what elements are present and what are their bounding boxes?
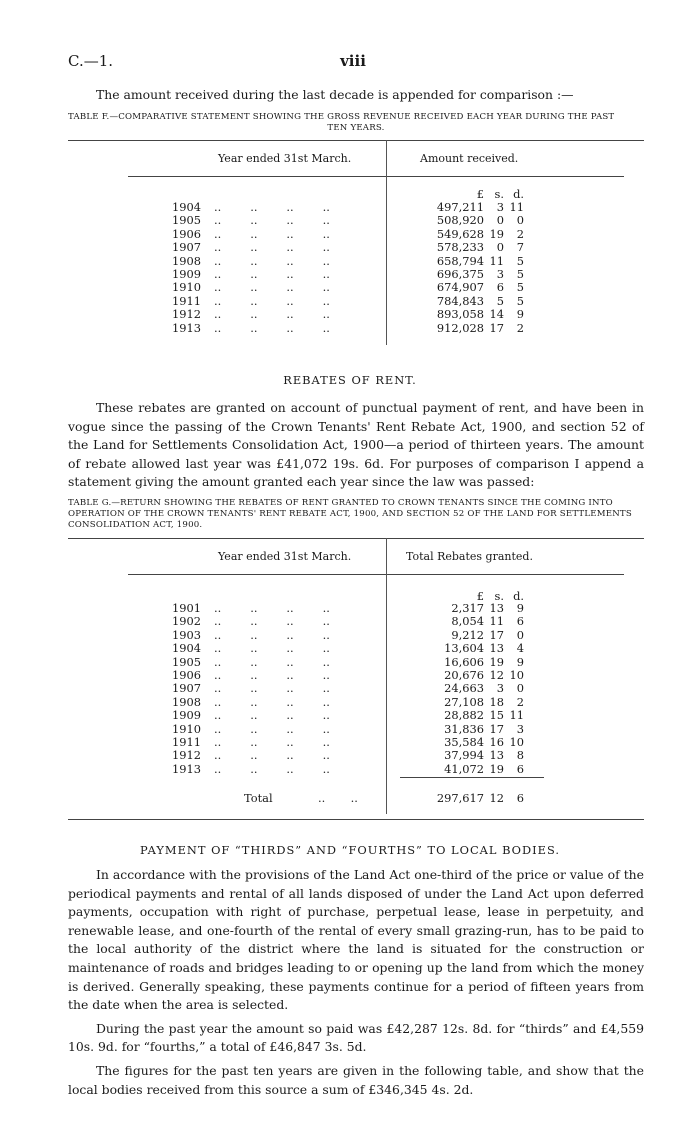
shillings-cell: 18 <box>489 694 504 709</box>
year-cell: 1912 <box>172 307 201 322</box>
pence-cell: 6 <box>516 761 524 776</box>
pounds-cell: 9,212 <box>451 627 484 642</box>
leader-dots: .. .. .. .. <box>214 307 330 322</box>
year-cell: 1906 <box>172 226 201 241</box>
shillings-cell: 6 <box>496 280 504 295</box>
year-cell: 1911 <box>172 735 201 749</box>
table_g-row <box>68 748 644 761</box>
leader-dots: .. .. .. .. <box>214 708 330 723</box>
year-cell: 1905 <box>172 213 201 228</box>
year-cell: 1910 <box>172 280 201 295</box>
pence-cell: 11 <box>509 200 524 214</box>
pence-cell: 9 <box>516 654 524 669</box>
shillings-cell: 15 <box>489 708 504 723</box>
leader-dots: .. .. .. .. <box>214 240 330 255</box>
rebates-section-title: REBATES OF RENT. <box>283 373 417 387</box>
table_g-row <box>68 628 644 641</box>
shillings-cell: 14 <box>489 307 504 322</box>
table_g-row <box>68 722 644 735</box>
table_g-row <box>68 614 644 627</box>
shillings-cell: 12 <box>489 668 504 682</box>
table-g <box>68 538 644 820</box>
table-g-total-row <box>68 791 644 804</box>
year-cell: 1902 <box>172 614 201 629</box>
report-reference: C.—1. <box>68 52 114 70</box>
thirds-section-title: PAYMENT OF “THIRDS” AND “FOURTHS” TO LOCAL BODIES. <box>140 843 560 857</box>
pounds-cell: 13,604 <box>444 641 484 656</box>
pounds-cell: 27,108 <box>444 694 484 709</box>
table-g-units-row <box>68 589 644 602</box>
table-g-caption-text: TABLE G.—RETURN SHOWING THE REBATES OF RENT GRANTED TO CROWN TENANTS SINCE THE COMING INTO OPERATION OF THE CROWN TENANTS' RENT REBATE ACT, 1900, AND SECTION 52 OF THE LAND FOR SETTLEMENTS CONSOLIDATION ACT, 1900. <box>68 498 632 530</box>
table_f-row <box>68 294 644 307</box>
shillings-cell: 0 <box>496 240 504 255</box>
pence-cell: 2 <box>516 694 524 709</box>
table_f-row <box>68 321 644 334</box>
table_f-row <box>68 213 644 226</box>
shillings-cell: 13 <box>489 748 504 763</box>
table_g-row <box>68 641 644 654</box>
thirds-paragraphs <box>68 866 644 1099</box>
leader-dots: .. .. .. .. <box>214 681 330 696</box>
pounds-cell: 893,058 <box>436 307 484 322</box>
shillings-cell: 3 <box>496 267 504 281</box>
leader-dots: .. .. .. .. <box>214 226 330 241</box>
year-cell: 1908 <box>172 694 201 709</box>
pounds-cell: 658,794 <box>436 253 484 268</box>
year-cell: 1909 <box>172 708 201 723</box>
leader-dots: .. .. .. .. <box>214 293 330 308</box>
shillings-cell: 5 <box>496 293 504 308</box>
leader-dots: .. .. .. .. <box>214 641 330 656</box>
pence-cell: 10 <box>509 735 524 749</box>
pounds-cell: 549,628 <box>436 226 484 241</box>
table-g-header-rule <box>128 574 624 575</box>
shillings-cell: 13 <box>489 641 504 656</box>
shillings-cell: 0 <box>496 213 504 228</box>
shillings-cell: 3 <box>496 200 504 214</box>
page-header <box>68 52 638 74</box>
pence-cell: 3 <box>516 721 524 736</box>
pence-cell: 4 <box>516 641 524 656</box>
total-pence: 6 <box>516 791 524 805</box>
shillings-cell: 16 <box>489 735 504 749</box>
year-cell: 1907 <box>172 240 201 255</box>
intro-sentence: The amount received during the last decade is appended for comparison :— <box>96 87 574 102</box>
table_f-row <box>68 280 644 293</box>
year-cell: 1903 <box>172 627 201 642</box>
pence-cell: 5 <box>516 253 524 268</box>
table_g-row <box>68 668 644 681</box>
table-g-amount-header: Total Rebates granted. <box>406 550 533 563</box>
thirds-paragraph-1: In accordance with the provisions of the Land Act one-third of the price or value of the periodical payments and rental of all lands disposed of under the Land Act upon deferred payments, occupation with right of purchase, perpetual lease, lease in perpetuity, and renewable lease, and one-fourth of the rental of every small grazing-run, has to be paid to the local authority of the district where the land is situated for the construction or maintenance of roads and bridges leading to or opening up the land from which the money is derived. Generally speaking, these payments continue for a period of fifteen years from the date when the area is selected. <box>68 867 644 1013</box>
year-cell: 1911 <box>172 293 201 308</box>
pounds-cell: 41,072 <box>444 761 484 776</box>
pence-cell: 0 <box>516 681 524 696</box>
shillings-unit: s. <box>494 187 504 201</box>
shillings-cell: 11 <box>489 253 504 268</box>
table_g-row <box>68 695 644 708</box>
rebates-paragraph-text: These rebates are granted on account of punctual payment of rent, and have been in vogue since the passing of the Crown Tenants' Rent Rebate Act, 1900, and section 52 of the Land for Settlements Consolidation Act, 1900—a period of thirteen years. The amount of rebate allowed last year was £41,072 19s. 6d. For purposes of comparison I append a statement giving the amount granted each year since the law was passed: <box>68 400 644 490</box>
pounds-cell: 578,233 <box>436 240 484 255</box>
year-cell: 1901 <box>172 601 201 615</box>
table_g-row <box>68 735 644 748</box>
pence-unit: d. <box>513 589 524 603</box>
shillings-cell: 3 <box>496 681 504 696</box>
pounds-cell: 784,843 <box>436 293 484 308</box>
leader-dots: .. .. <box>318 791 358 805</box>
table-f-top-rule <box>68 140 644 141</box>
year-cell: 1907 <box>172 681 201 696</box>
pounds-cell: 8,054 <box>451 614 484 629</box>
leader-dots: .. .. .. .. <box>214 280 330 295</box>
year-cell: 1909 <box>172 267 201 281</box>
pounds-cell: 696,375 <box>436 267 484 281</box>
pence-cell: 10 <box>509 668 524 682</box>
table_f-row <box>68 267 644 280</box>
table_g-row <box>68 681 644 694</box>
table-g-top-rule <box>68 538 644 539</box>
table-f-caption-line1: TABLE F.—COMPARATIVE STATEMENT SHOWING THE GROSS REVENUE RECEIVED EACH YEAR DURING THE PAST <box>68 112 615 122</box>
pounds-cell: 16,606 <box>444 654 484 669</box>
pence-cell: 0 <box>516 213 524 228</box>
pounds-cell: 35,584 <box>444 735 484 749</box>
pounds-cell: 37,994 <box>444 748 484 763</box>
table-g-year-header: Year ended 31st March. <box>218 550 352 563</box>
table-f-caption-line2: TEN YEARS. <box>327 123 385 133</box>
pounds-cell: 31,836 <box>444 721 484 736</box>
pounds-cell: 2,317 <box>451 601 484 615</box>
pounds-cell: 674,907 <box>436 280 484 295</box>
year-cell: 1904 <box>172 641 201 656</box>
leader-dots: .. .. .. .. <box>214 267 330 281</box>
shillings-cell: 19 <box>489 761 504 776</box>
year-cell: 1912 <box>172 748 201 763</box>
pence-cell: 5 <box>516 280 524 295</box>
shillings-cell: 17 <box>489 721 504 736</box>
shillings-cell: 19 <box>489 654 504 669</box>
total-pounds: 297,617 <box>436 791 484 805</box>
leader-dots: .. .. .. .. <box>214 694 330 709</box>
pence-unit: d. <box>513 187 524 201</box>
pence-cell: 9 <box>516 601 524 615</box>
table_g-row <box>68 655 644 668</box>
leader-dots: .. .. .. .. <box>214 200 330 214</box>
pounds-cell: 24,663 <box>444 681 484 696</box>
pence-cell: 7 <box>516 240 524 255</box>
rebates-paragraph <box>68 399 644 492</box>
table-f-units-row <box>68 187 644 200</box>
year-cell: 1910 <box>172 721 201 736</box>
thirds-paragraph-2: During the past year the amount so paid was £42,287 12s. 8d. for “thirds” and £4,559 10s. 9d. for “fourths,” a total of £46,847 3s. 5d. <box>68 1020 644 1055</box>
table-f-caption <box>68 112 644 134</box>
pence-cell: 8 <box>516 748 524 763</box>
table_g-row <box>68 708 644 721</box>
leader-dots: .. .. .. .. <box>214 213 330 228</box>
shillings-cell: 17 <box>489 627 504 642</box>
leader-dots: .. .. .. .. <box>214 601 330 615</box>
total-shillings: 12 <box>489 791 504 805</box>
table_f-row <box>68 227 644 240</box>
table_g-row <box>68 762 644 775</box>
table-f-header-rule <box>128 176 624 177</box>
year-cell: 1908 <box>172 253 201 268</box>
leader-dots: .. .. .. .. <box>214 721 330 736</box>
shillings-unit: s. <box>494 589 504 603</box>
table-g-total-rule <box>400 777 544 778</box>
table_f-row <box>68 307 644 320</box>
table-g-bottom-rule <box>68 819 644 820</box>
leader-dots: .. .. .. .. <box>214 761 330 776</box>
table-f-year-header: Year ended 31st March. <box>218 152 352 165</box>
pounds-unit: £ <box>476 589 484 603</box>
pounds-cell: 497,211 <box>436 200 484 214</box>
leader-dots: .. .. .. .. <box>214 320 330 335</box>
leader-dots: .. .. .. .. <box>214 748 330 763</box>
pence-cell: 9 <box>516 307 524 322</box>
table_g-row <box>68 601 644 614</box>
shillings-cell: 11 <box>489 614 504 629</box>
leader-dots: .. .. .. .. <box>214 253 330 268</box>
table-g-caption <box>68 498 644 531</box>
leader-dots: .. .. .. .. <box>214 735 330 749</box>
pounds-cell: 508,920 <box>436 213 484 228</box>
year-cell: 1913 <box>172 320 201 335</box>
page-number: viii <box>340 52 366 70</box>
pence-cell: 11 <box>509 708 524 723</box>
shillings-cell: 13 <box>489 601 504 615</box>
pence-cell: 2 <box>516 226 524 241</box>
pence-cell: 5 <box>516 267 524 281</box>
table_f-row <box>68 200 644 213</box>
pence-cell: 0 <box>516 627 524 642</box>
shillings-cell: 19 <box>489 226 504 241</box>
shillings-cell: 17 <box>489 320 504 335</box>
table_f-row <box>68 254 644 267</box>
pounds-cell: 20,676 <box>444 668 484 682</box>
leader-dots: .. .. .. .. <box>214 614 330 629</box>
total-label: Total <box>244 791 273 805</box>
pence-cell: 2 <box>516 320 524 335</box>
table-f <box>68 140 644 360</box>
pounds-cell: 912,028 <box>436 320 484 335</box>
pence-cell: 5 <box>516 293 524 308</box>
leader-dots: .. .. .. .. <box>214 668 330 682</box>
year-cell: 1913 <box>172 761 201 776</box>
thirds-paragraph-3: The figures for the past ten years are given in the following table, and show that the local bodies received from this source a sum of £346,345 4s. 2d. <box>68 1062 644 1097</box>
table-f-amount-header: Amount received. <box>420 152 519 165</box>
year-cell: 1904 <box>172 200 201 214</box>
pence-cell: 6 <box>516 614 524 629</box>
year-cell: 1905 <box>172 654 201 669</box>
table_f-row <box>68 240 644 253</box>
year-cell: 1906 <box>172 668 201 682</box>
pounds-unit: £ <box>476 187 484 201</box>
leader-dots: .. .. .. .. <box>214 627 330 642</box>
pounds-cell: 28,882 <box>444 708 484 723</box>
leader-dots: .. .. .. .. <box>214 654 330 669</box>
